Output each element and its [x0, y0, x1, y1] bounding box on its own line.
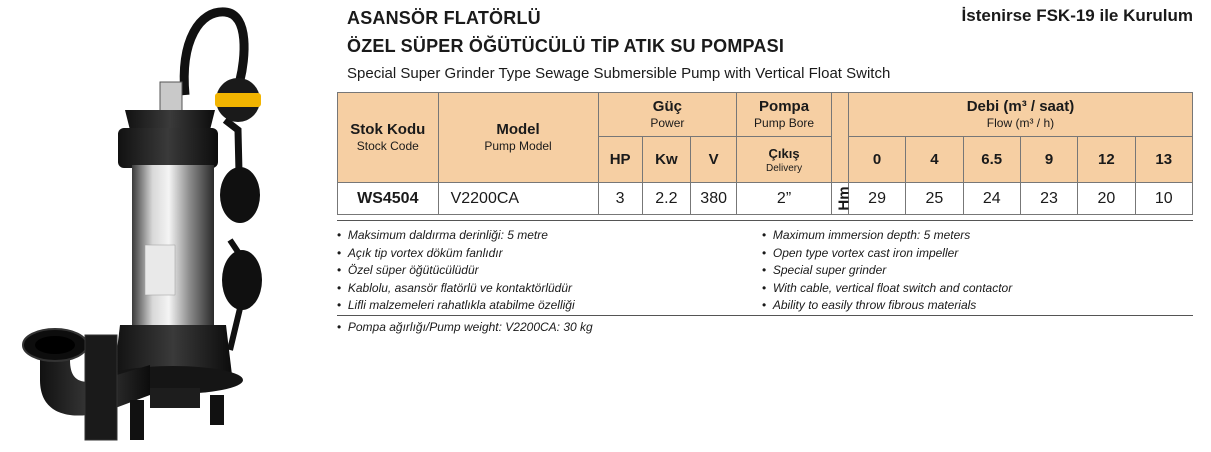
- list-item: • Maksimum daldırma derinliği: 5 metre: [337, 227, 575, 245]
- table-row: [338, 183, 1193, 215]
- flow-point: 6.5: [963, 137, 1020, 183]
- list-item: • Open type vortex cast iron impeller: [762, 245, 1012, 263]
- flow-point: 0: [848, 137, 905, 183]
- product-subtitle: Special Super Grinder Type Sewage Submersible Pump with Vertical Float Switch: [347, 65, 891, 82]
- head-cell: 24: [963, 183, 1020, 215]
- pump-product-image: [0, 0, 330, 452]
- head-cell: 10: [1135, 183, 1192, 215]
- v-cell: 380: [691, 183, 737, 215]
- spec-table: [337, 92, 1193, 215]
- features-list-en: [762, 227, 1012, 315]
- power-header: Güç Power: [598, 93, 737, 137]
- product-title-line1: ASANSÖR FLATÖRLÜ: [347, 8, 541, 28]
- v-header: V: [691, 137, 737, 183]
- head-cell: 20: [1078, 183, 1135, 215]
- model-header: Model Pump Model: [438, 93, 598, 183]
- product-title-line2: ÖZEL SÜPER ÖĞÜTÜCÜLÜ TİP ATIK SU POMPASI: [347, 36, 785, 56]
- features-list-tr: [337, 227, 575, 315]
- hm-spacer: [831, 93, 848, 183]
- hp-header: HP: [598, 137, 642, 183]
- pump-header: Pompa Pump Bore: [737, 93, 832, 137]
- kw-header: Kw: [642, 137, 690, 183]
- stock-code-cell: WS4504: [338, 183, 439, 215]
- outlet-cell: 2”: [737, 183, 832, 215]
- head-cell: 29: [848, 183, 905, 215]
- head-cell: 23: [1020, 183, 1077, 215]
- flow-point: 9: [1020, 137, 1077, 183]
- flow-header: Debi (m³ / saat) Flow (m³ / h): [848, 93, 1192, 137]
- divider: [337, 220, 1193, 221]
- hp-cell: 3: [598, 183, 642, 215]
- flow-point: 4: [906, 137, 963, 183]
- flow-point: 12: [1078, 137, 1135, 183]
- install-note: İstenirse FSK-19 ile Kurulum: [961, 6, 1193, 25]
- kw-cell: 2.2: [642, 183, 690, 215]
- divider: [337, 315, 1193, 316]
- hm-label: Hm: [831, 183, 848, 215]
- list-item: • Kablolu, asansör flatörlü ve kontaktörlüdür: [337, 280, 575, 298]
- head-cell: 25: [906, 183, 963, 215]
- list-item: • Maximum immersion depth: 5 meters: [762, 227, 1012, 245]
- list-item: • Lifli malzemeleri rahatlıkla atabilme özelliği: [337, 297, 575, 315]
- model-cell: V2200CA: [438, 183, 598, 215]
- flow-point: 13: [1135, 137, 1192, 183]
- list-item: • With cable, vertical float switch and contactor: [762, 280, 1012, 298]
- list-item: • Açık tip vortex döküm fanlıdır: [337, 245, 575, 263]
- list-item: • Ability to easily throw fibrous materials: [762, 297, 1012, 315]
- stock-code-header: Stok Kodu Stock Code: [338, 93, 439, 183]
- outlet-header: Çıkış Delivery: [737, 137, 832, 183]
- list-item: • Özel süper öğütücülüdür: [337, 262, 575, 280]
- pump-weight-note: • Pompa ağırlığı/Pump weight: V2200CA: 30 kg: [337, 320, 593, 334]
- list-item: • Special super grinder: [762, 262, 1012, 280]
- header-row-1: [338, 93, 1193, 137]
